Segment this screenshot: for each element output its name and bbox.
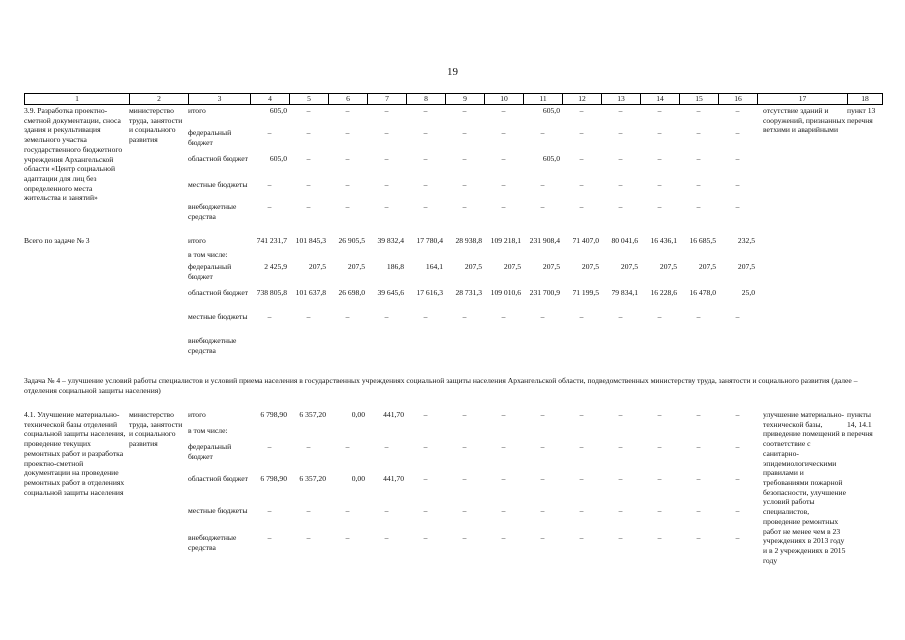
- amount-cell: –: [501, 180, 506, 189]
- amount-cell: –: [735, 533, 740, 543]
- amount-cell: [445, 426, 484, 442]
- column-header-17: 17: [758, 94, 848, 105]
- amount-cell: [640, 250, 679, 262]
- amount-cell: –: [462, 154, 467, 163]
- amount-cell: –: [306, 128, 311, 137]
- column-header-2: 2: [130, 94, 189, 105]
- amount-cell: [250, 336, 289, 360]
- amount-cell: 6 357,20: [299, 410, 326, 419]
- expected-result: [757, 262, 847, 288]
- expected-result: [757, 312, 847, 336]
- amount-cell: –: [462, 506, 467, 516]
- amount-cell: –: [696, 506, 701, 516]
- amount-cell: 207,5: [620, 262, 639, 271]
- funding-source-label: федеральный бюджет: [188, 128, 232, 147]
- amount-cell: –: [579, 474, 584, 484]
- amount-cell: –: [618, 202, 623, 211]
- funding-source-label: в том числе:: [188, 250, 228, 259]
- amount-cell: –: [384, 128, 389, 137]
- amount-cell: 109 010,6: [490, 288, 522, 297]
- amount-cell: 741 231,7: [256, 236, 288, 245]
- expected-result: [757, 336, 847, 360]
- amount-cell: –: [735, 506, 740, 516]
- amount-cell: [328, 426, 367, 442]
- amount-cell: –: [462, 533, 467, 543]
- amount-cell: –: [384, 506, 389, 516]
- amount-cell: –: [657, 506, 662, 516]
- amount-cell: –: [267, 533, 272, 543]
- amount-cell: 16 685,5: [689, 236, 717, 245]
- amount-cell: [601, 250, 640, 262]
- amount-cell: [328, 250, 367, 262]
- amount-cell: 441,70: [383, 410, 404, 419]
- expected-result: [757, 288, 847, 312]
- amount-cell: –: [306, 154, 311, 163]
- funding-source-label: итого: [188, 106, 206, 115]
- amount-cell: –: [735, 128, 740, 137]
- amount-cell: 738 805,8: [256, 288, 288, 297]
- amount-cell: –: [501, 442, 506, 452]
- column-header-15: 15: [680, 94, 719, 105]
- amount-cell: –: [579, 202, 584, 211]
- executor: министерство труда, занятости и социального развития: [129, 106, 183, 145]
- column-header-3: 3: [189, 94, 251, 105]
- amount-cell: 207,5: [542, 262, 561, 271]
- amount-cell: –: [657, 180, 662, 189]
- amount-cell: 605,0: [542, 106, 560, 115]
- column-header-18: 18: [848, 94, 883, 105]
- amount-cell: –: [267, 128, 272, 137]
- amount-cell: 207,5: [308, 262, 327, 271]
- amount-cell: –: [423, 128, 428, 137]
- amount-cell: [484, 250, 523, 262]
- amount-cell: [562, 426, 601, 442]
- reference: [847, 336, 882, 360]
- amount-cell: [523, 250, 562, 262]
- amount-cell: [406, 250, 445, 262]
- amount-cell: –: [345, 506, 350, 516]
- amount-cell: –: [618, 533, 623, 543]
- funding-source-label: внебюджетные средства: [188, 533, 237, 553]
- amount-cell: –: [540, 202, 545, 211]
- amount-cell: –: [735, 106, 740, 115]
- column-header-row: [24, 93, 883, 105]
- amount-cell: –: [384, 154, 389, 163]
- amount-cell: 26 698,0: [338, 288, 366, 297]
- amount-cell: –: [696, 442, 701, 452]
- amount-cell: 71 199,5: [572, 288, 600, 297]
- total-label: Всего по задаче № 3: [24, 236, 90, 245]
- amount-cell: –: [696, 312, 701, 321]
- reference: [847, 288, 882, 312]
- funding-source-label: федеральный бюджет: [188, 442, 232, 461]
- reference: [847, 236, 882, 250]
- amount-cell: 28 731,3: [455, 288, 483, 297]
- amount-cell: 109 218,1: [490, 236, 522, 245]
- amount-cell: –: [657, 442, 662, 452]
- column-header-8: 8: [407, 94, 446, 105]
- amount-cell: –: [579, 410, 584, 419]
- column-header-14: 14: [641, 94, 680, 105]
- amount-cell: [328, 336, 367, 360]
- task-4-heading: Задача № 4 – улучшение условий работы специалистов и условий приема населения в государственных учреждениях социальной защиты населения Архангельской области, подведомственных министерству труда, занятости и социального развития (далее – отделения социальной защиты населения): [24, 376, 858, 396]
- amount-cell: 207,5: [698, 262, 717, 271]
- amount-cell: –: [657, 533, 662, 543]
- column-header-13: 13: [602, 94, 641, 105]
- expected-result: улучшение материально-технической базы, приведение помещений в соответствие с санитарно-эпидемиологическими правилами и требованиями пожарной безопасности, улучшение условий работы специалистов, проведение ремонтных работ не менее чем в 23 учреждениях в 2013 году и в 2 учреждениях в 2015 году: [763, 410, 846, 565]
- amount-cell: –: [618, 154, 623, 163]
- amount-cell: –: [657, 474, 662, 484]
- amount-cell: [484, 426, 523, 442]
- page-number: 19: [447, 66, 458, 78]
- amount-cell: –: [423, 202, 428, 211]
- amount-cell: –: [579, 180, 584, 189]
- amount-cell: –: [501, 410, 506, 419]
- funding-source-label: итого: [188, 236, 206, 245]
- section-3-9: [24, 106, 882, 226]
- amount-cell: 80 041,6: [611, 236, 639, 245]
- amount-cell: –: [267, 312, 272, 321]
- amount-cell: 28 938,8: [455, 236, 483, 245]
- amount-cell: –: [540, 410, 545, 419]
- amount-cell: [562, 250, 601, 262]
- amount-cell: –: [267, 442, 272, 452]
- amount-cell: –: [579, 442, 584, 452]
- expected-result: отсутствие зданий и сооружений, признанных ветхими и аварийными: [763, 106, 846, 135]
- funding-source-label: местные бюджеты: [188, 180, 248, 189]
- amount-cell: –: [618, 106, 623, 115]
- amount-cell: 231 908,4: [529, 236, 561, 245]
- amount-cell: 231 700,9: [529, 288, 561, 297]
- amount-cell: –: [345, 128, 350, 137]
- amount-cell: [718, 250, 757, 262]
- amount-cell: –: [618, 128, 623, 137]
- amount-cell: –: [501, 128, 506, 137]
- amount-cell: [601, 336, 640, 360]
- amount-cell: [406, 336, 445, 360]
- amount-cell: –: [384, 180, 389, 189]
- amount-cell: –: [423, 154, 428, 163]
- amount-cell: –: [462, 106, 467, 115]
- amount-cell: [289, 250, 328, 262]
- amount-cell: [679, 426, 718, 442]
- amount-cell: –: [501, 106, 506, 115]
- budget-row: [24, 410, 882, 426]
- amount-cell: –: [540, 506, 545, 516]
- amount-cell: –: [423, 506, 428, 516]
- amount-cell: –: [462, 474, 467, 484]
- budget-row: [24, 106, 882, 128]
- amount-cell: –: [423, 442, 428, 452]
- amount-cell: 605,0: [269, 106, 287, 115]
- amount-cell: –: [657, 202, 662, 211]
- amount-cell: 79 834,1: [611, 288, 639, 297]
- amount-cell: –: [384, 106, 389, 115]
- funding-source-label: внебюджетные средства: [188, 336, 237, 355]
- amount-cell: –: [735, 180, 740, 189]
- amount-cell: –: [735, 154, 740, 163]
- amount-cell: –: [345, 180, 350, 189]
- reference: [847, 262, 882, 288]
- amount-cell: [601, 426, 640, 442]
- amount-cell: –: [384, 442, 389, 452]
- amount-cell: –: [345, 312, 350, 321]
- column-header-11: 11: [524, 94, 563, 105]
- funding-source-label: областной бюджет: [188, 288, 249, 297]
- amount-cell: 6 357,20: [299, 474, 326, 484]
- amount-cell: 232,5: [737, 236, 756, 245]
- amount-cell: –: [618, 506, 623, 516]
- reference: [847, 250, 882, 262]
- amount-cell: [289, 426, 328, 442]
- amount-cell: 6 798,90: [260, 474, 287, 484]
- amount-cell: –: [501, 202, 506, 211]
- column-header-7: 7: [368, 94, 407, 105]
- amount-cell: [367, 250, 406, 262]
- column-header-5: 5: [290, 94, 329, 105]
- amount-cell: –: [735, 410, 740, 419]
- amount-cell: 207,5: [503, 262, 522, 271]
- amount-cell: 605,0: [269, 154, 287, 163]
- amount-cell: [484, 336, 523, 360]
- amount-cell: 0,00: [351, 474, 365, 484]
- amount-cell: –: [306, 202, 311, 211]
- section-4-1: [24, 410, 882, 566]
- amount-cell: [367, 336, 406, 360]
- column-header-12: 12: [563, 94, 602, 105]
- amount-cell: [679, 250, 718, 262]
- amount-cell: 207,5: [581, 262, 600, 271]
- amount-cell: [250, 426, 289, 442]
- amount-cell: –: [462, 410, 467, 419]
- amount-cell: –: [696, 180, 701, 189]
- executor: министерство труда, занятости и социального развития: [129, 410, 183, 449]
- amount-cell: –: [540, 128, 545, 137]
- amount-cell: –: [618, 180, 623, 189]
- amount-cell: –: [267, 506, 272, 516]
- reference: пункты 14, 14.1 перечня: [847, 410, 873, 439]
- amount-cell: –: [657, 154, 662, 163]
- amount-cell: –: [657, 128, 662, 137]
- amount-cell: [523, 426, 562, 442]
- amount-cell: –: [423, 106, 428, 115]
- amount-cell: –: [384, 533, 389, 543]
- amount-cell: [640, 426, 679, 442]
- amount-cell: [679, 336, 718, 360]
- amount-cell: –: [345, 202, 350, 211]
- reference: [847, 312, 882, 336]
- amount-cell: –: [345, 533, 350, 543]
- amount-cell: [640, 336, 679, 360]
- amount-cell: –: [735, 442, 740, 452]
- amount-cell: –: [501, 506, 506, 516]
- amount-cell: 39 645,6: [377, 288, 405, 297]
- amount-cell: –: [462, 180, 467, 189]
- amount-cell: –: [267, 180, 272, 189]
- amount-cell: –: [540, 474, 545, 484]
- amount-cell: –: [462, 128, 467, 137]
- amount-cell: –: [657, 410, 662, 419]
- expected-result: [757, 250, 847, 262]
- amount-cell: –: [579, 128, 584, 137]
- amount-cell: –: [462, 442, 467, 452]
- amount-cell: –: [696, 202, 701, 211]
- reference: пункт 13 перечня: [847, 106, 876, 125]
- amount-cell: 2 425,9: [264, 262, 288, 271]
- funding-source-label: местные бюджеты: [188, 506, 248, 516]
- amount-cell: –: [501, 474, 506, 484]
- funding-source-label: областной бюджет: [188, 474, 248, 484]
- column-header-10: 10: [485, 94, 524, 105]
- amount-cell: [718, 426, 757, 442]
- column-header-9: 9: [446, 94, 485, 105]
- amount-cell: –: [423, 474, 428, 484]
- column-header-1: 1: [25, 94, 130, 105]
- amount-cell: –: [696, 154, 701, 163]
- amount-cell: 207,5: [464, 262, 483, 271]
- amount-cell: –: [267, 202, 272, 211]
- amount-cell: [289, 336, 328, 360]
- amount-cell: [250, 250, 289, 262]
- amount-cell: 441,70: [383, 474, 404, 484]
- amount-cell: –: [657, 106, 662, 115]
- amount-cell: 6 798,90: [260, 410, 287, 419]
- funding-source-label: внебюджетные средства: [188, 202, 237, 221]
- amount-cell: 101 845,3: [295, 236, 327, 245]
- amount-cell: –: [306, 506, 311, 516]
- amount-cell: –: [579, 106, 584, 115]
- amount-cell: –: [579, 154, 584, 163]
- amount-cell: –: [618, 410, 623, 419]
- amount-cell: –: [696, 410, 701, 419]
- amount-cell: –: [696, 128, 701, 137]
- column-header-6: 6: [329, 94, 368, 105]
- amount-cell: 25,0: [741, 288, 756, 297]
- amount-cell: 16 478,0: [689, 288, 717, 297]
- amount-cell: –: [735, 202, 740, 211]
- amount-cell: 39 832,4: [377, 236, 405, 245]
- column-header-4: 4: [251, 94, 290, 105]
- amount-cell: –: [696, 106, 701, 115]
- amount-cell: 71 407,0: [572, 236, 600, 245]
- amount-cell: –: [618, 442, 623, 452]
- amount-cell: [718, 336, 757, 360]
- amount-cell: 605,0: [542, 154, 560, 163]
- amount-cell: 16 436,1: [650, 236, 678, 245]
- amount-cell: –: [384, 202, 389, 211]
- amount-cell: 207,5: [659, 262, 678, 271]
- funding-source-label: в том числе:: [188, 426, 228, 436]
- amount-cell: 207,5: [737, 262, 756, 271]
- amount-cell: –: [306, 312, 311, 321]
- amount-cell: –: [501, 312, 506, 321]
- amount-cell: –: [579, 506, 584, 516]
- item-description: 3.9. Разработка проектно-сметной документации, сноса здания и рекультивация земельного участка государственного бюджетного учреждения Архангельской области «Центр социальной адаптации для лиц без определенного места жительства и занятий»: [24, 106, 123, 203]
- amount-cell: –: [306, 180, 311, 189]
- funding-source-label: итого: [188, 410, 206, 419]
- amount-cell: [445, 250, 484, 262]
- amount-cell: –: [306, 533, 311, 543]
- amount-cell: –: [696, 533, 701, 543]
- amount-cell: 186,8: [386, 262, 405, 271]
- amount-cell: –: [423, 410, 428, 419]
- amount-cell: –: [579, 533, 584, 543]
- amount-cell: –: [618, 312, 623, 321]
- amount-cell: [367, 426, 406, 442]
- amount-cell: –: [384, 312, 389, 321]
- amount-cell: –: [735, 474, 740, 484]
- amount-cell: 164,1: [425, 262, 444, 271]
- amount-cell: 16 228,6: [650, 288, 678, 297]
- amount-cell: –: [462, 202, 467, 211]
- total-row: [24, 236, 882, 250]
- amount-cell: –: [345, 442, 350, 452]
- amount-cell: –: [423, 312, 428, 321]
- amount-cell: –: [540, 442, 545, 452]
- amount-cell: –: [345, 154, 350, 163]
- funding-source-label: областной бюджет: [188, 154, 248, 163]
- amount-cell: 26 905,5: [338, 236, 366, 245]
- amount-cell: [406, 426, 445, 442]
- funding-source-label: местные бюджеты: [188, 312, 248, 321]
- funding-source-label: федеральный бюджет: [188, 262, 232, 281]
- amount-cell: –: [306, 106, 311, 115]
- item-description: 4.1. Улучшение материально-технической базы отделений социальной защиты населения, проведение текущих ремонтных работ и разработка проектно-сметной документации на проведение ремонтных работ в отделениях социальной защиты населения: [24, 410, 126, 497]
- amount-cell: –: [462, 312, 467, 321]
- amount-cell: [562, 336, 601, 360]
- amount-cell: 0,00: [351, 410, 365, 419]
- amount-cell: –: [540, 180, 545, 189]
- amount-cell: –: [735, 312, 740, 321]
- amount-cell: –: [306, 442, 311, 452]
- amount-cell: 101 637,8: [295, 288, 327, 297]
- amount-cell: –: [657, 312, 662, 321]
- amount-cell: [523, 336, 562, 360]
- amount-cell: –: [618, 474, 623, 484]
- total-task-3: [24, 236, 882, 360]
- amount-cell: 17 616,3: [416, 288, 444, 297]
- amount-cell: –: [423, 533, 428, 543]
- amount-cell: –: [501, 154, 506, 163]
- expected-result: [757, 236, 847, 250]
- amount-cell: 17 780,4: [416, 236, 444, 245]
- amount-cell: –: [423, 180, 428, 189]
- amount-cell: –: [501, 533, 506, 543]
- amount-cell: 207,5: [347, 262, 366, 271]
- column-header-16: 16: [719, 94, 758, 105]
- amount-cell: –: [540, 533, 545, 543]
- amount-cell: –: [540, 312, 545, 321]
- amount-cell: –: [345, 106, 350, 115]
- amount-cell: –: [579, 312, 584, 321]
- amount-cell: –: [696, 474, 701, 484]
- amount-cell: [445, 336, 484, 360]
